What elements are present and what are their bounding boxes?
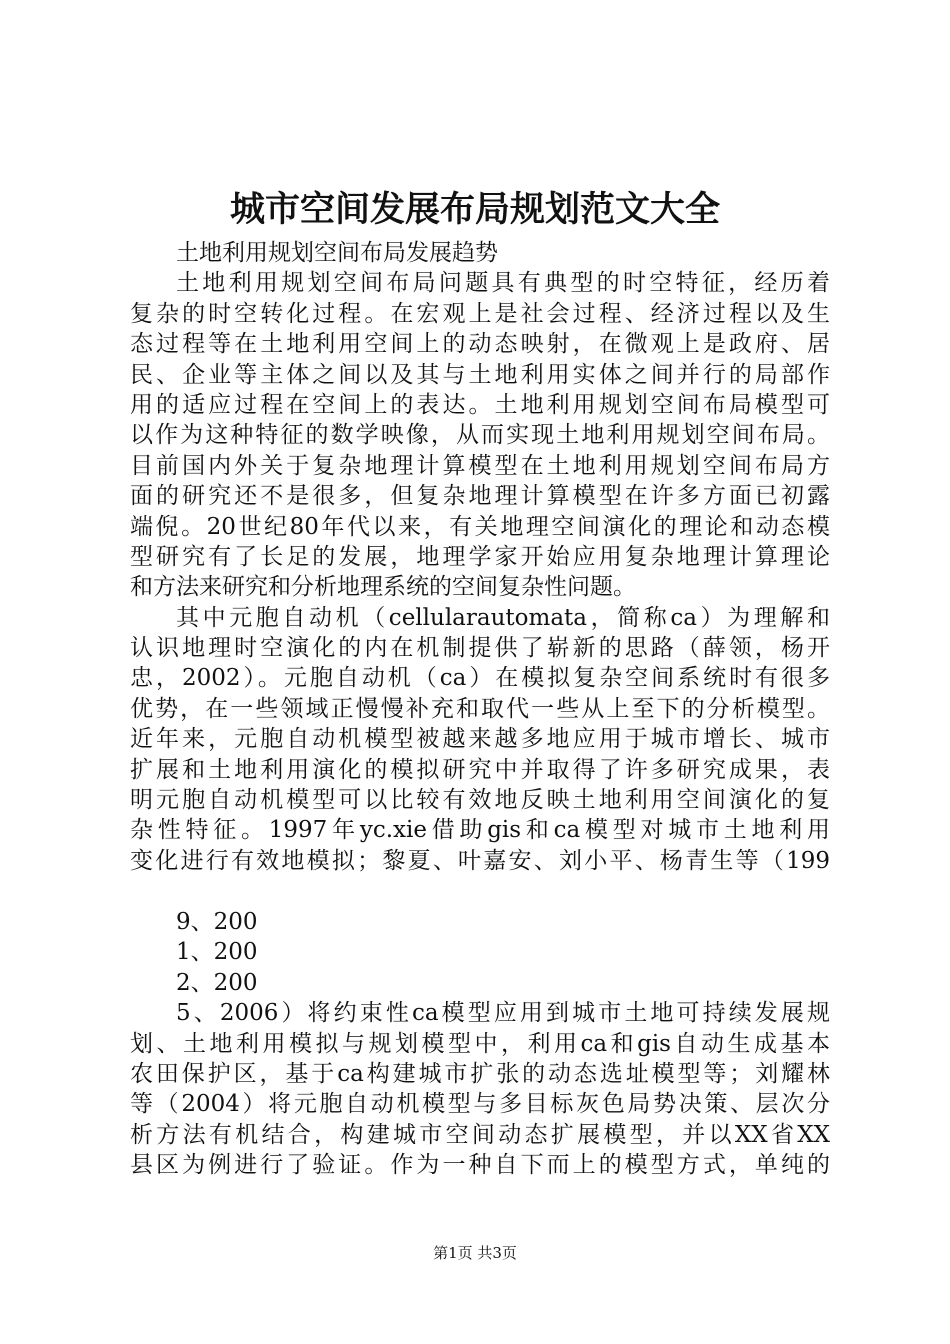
text-line: 等（2004）将元胞自动机模型与多目标灰色局势决策、层次分 (130, 1091, 830, 1118)
body-text-block-2 (130, 907, 830, 1181)
text-line: 忠，2002）。元胞自动机（ca）在模拟复杂空间系统时有很多 (130, 665, 830, 692)
text-line: 扩展和土地利用演化的模拟研究中并取得了许多研究成果，表 (130, 756, 830, 783)
text-line: 目前国内外关于复杂地理计算模型在土地利用规划空间布局方 (130, 452, 830, 479)
text-line: 近年来，元胞自动机模型被越来越多地应用于城市增长、城市 (130, 726, 830, 753)
text-line: 复杂的时空转化过程。在宏观上是社会过程、经济过程以及生 (130, 300, 830, 327)
page-footer: 第1页 共3页 (433, 1244, 517, 1262)
text-line: 面的研究还不是很多，但复杂地理计算模型在许多方面已初露 (130, 483, 830, 510)
text-line: 1、200 (176, 939, 258, 966)
document-title: 城市空间发展布局规划范文大全 (229, 189, 720, 230)
text-line: 明元胞自动机模型可以比较有效地反映土地利用空间演化的复 (130, 787, 830, 814)
text-line: 认识地理时空演化的内在机制提供了崭新的思路（薛领，杨开 (130, 635, 830, 662)
text-line: 划、土地利用模拟与规划模型中，利用ca和gis自动生成基本 (130, 1030, 830, 1057)
text-line: 杂性特征。1997年yc.xie借助gis和ca模型对城市土地利用 (130, 817, 830, 844)
text-line: 端倪。20世纪80年代以来，有关地理空间演化的理论和动态模 (130, 513, 830, 540)
text-line: 变化进行有效地模拟；黎夏、叶嘉安、刘小平、杨青生等（199 (130, 847, 830, 874)
text-line: 以作为这种特征的数学映像，从而实现土地利用规划空间布局。 (130, 422, 830, 449)
text-line: 5、2006）将约束性ca模型应用到城市土地可持续发展规 (176, 1000, 830, 1027)
text-line: 9、200 (176, 909, 258, 935)
text-line: 析方法有机结合，构建城市空间动态扩展模型，并以XX省XX (130, 1121, 830, 1148)
text-line: 态过程等在土地利用空间上的动态映射，在微观上是政府、居 (130, 331, 830, 358)
text-line: 农田保护区，基于ca构建城市扩张的动态选址模型等；刘耀林 (130, 1060, 830, 1087)
text-line: 优势，在一些领域正慢慢补充和取代一些从上至下的分析模型。 (130, 695, 830, 722)
text-line: 用的适应过程在空间上的表达。土地利用规划空间布局模型可 (130, 391, 830, 418)
body-text-block-1 (130, 238, 830, 876)
text-line: 土地利用规划空间布局问题具有典型的时空特征，经历着 (176, 270, 830, 297)
text-line: 和方法来研究和分析地理系统的空间复杂性问题。 (130, 574, 636, 601)
text-line: 型研究有了长足的发展，地理学家开始应用复杂地理计算理论 (130, 543, 830, 570)
text-line: 其中元胞自动机（cellularautomata，简称ca）为理解和 (176, 604, 830, 631)
text-line: 2、200 (176, 969, 258, 996)
section-heading: 土地利用规划空间布局发展趋势 (176, 240, 498, 266)
text-line: 民、企业等主体之间以及其与土地利用实体之间并行的局部作 (130, 361, 830, 388)
text-line: 县区为例进行了验证。作为一种自下而上的模型方式，单纯的 (130, 1152, 830, 1179)
